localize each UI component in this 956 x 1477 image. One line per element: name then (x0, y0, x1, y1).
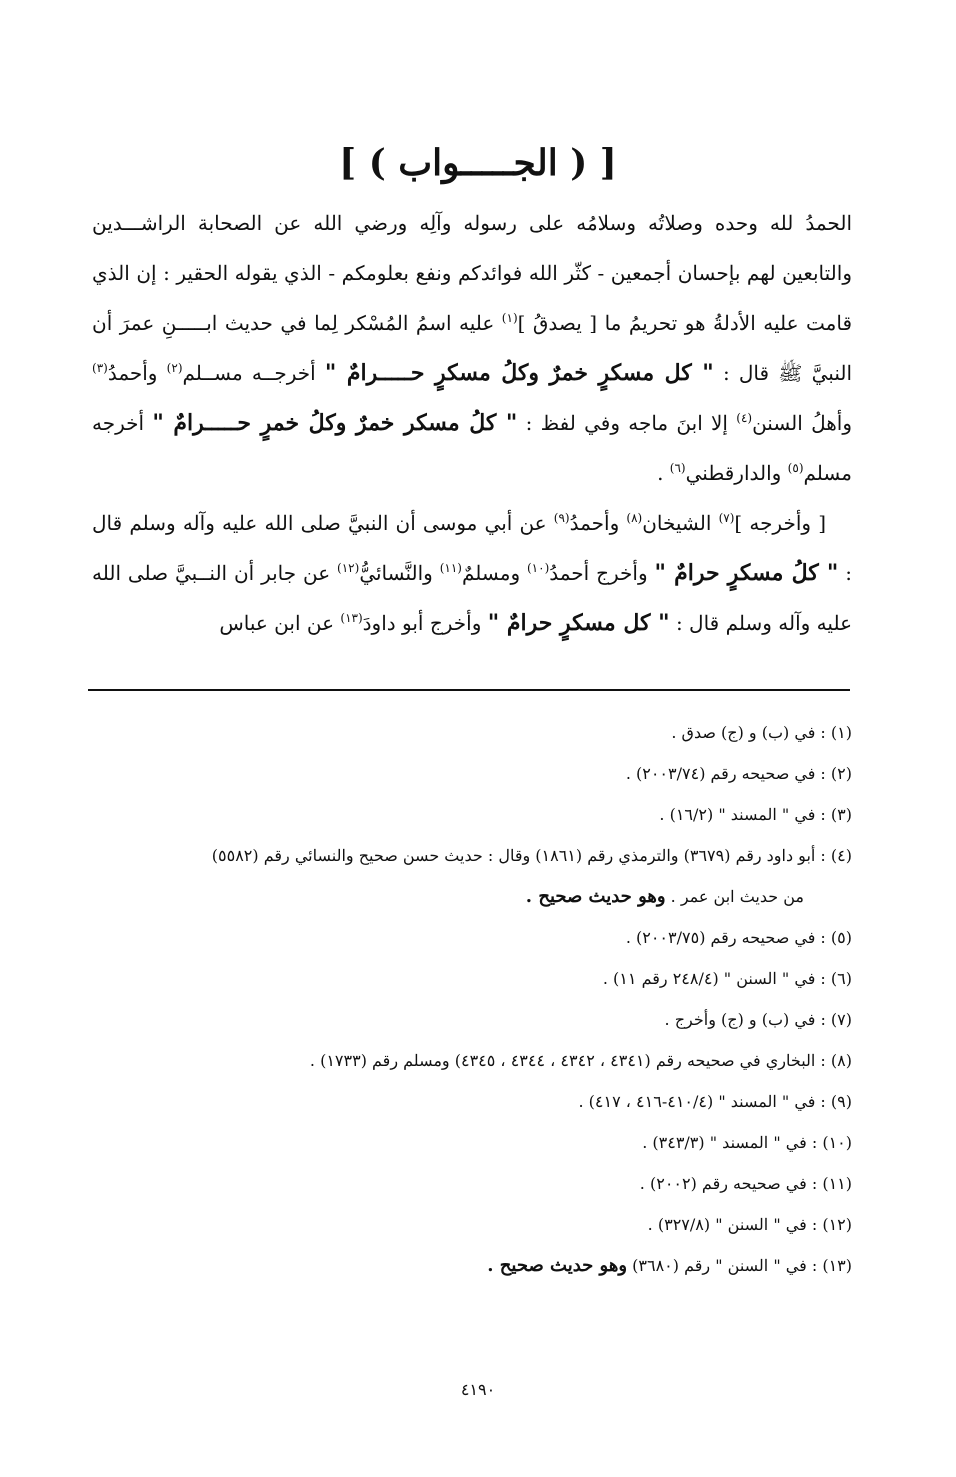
footnote-text: من حديث ابن عمر . (670, 887, 804, 906)
paragraph-1 (92, 198, 852, 498)
footnote-ref-12[interactable]: (١٢) (337, 561, 360, 575)
text-span: أخرجه مسلم (92, 411, 852, 485)
footnote-12: (١٢) : في " السنن " (٣٢٧/٨) . (647, 1215, 852, 1234)
footnote-6: (٦) : في " السنن " (٢٤٨/٤ رقم ١١) . (602, 969, 852, 988)
text-span: عليه اسمُ المُسْكر لِما في حديث ابـــــنِ عمرَ أن النبيَّ ﷺ قال : (92, 311, 853, 385)
hadith-quote: " كل مسكرٍ خمرٌ وكلُ مسكرٍ حـــــرامٌ " (324, 360, 714, 386)
text-span: ومسلمٌ (461, 561, 527, 585)
footnote-text: (١٣) : في " السنن " رقم (٣٦٨٠) (632, 1256, 852, 1275)
footnote-1: (١) : في (ب) و (ج) صدق . (671, 723, 852, 742)
footnote-2: (٢) : في صحيحه رقم (٢٠٠٣/٧٤) . (625, 764, 852, 783)
footnote-4-continuation (72, 876, 852, 917)
footnote-ref-13[interactable]: (١٣) (340, 611, 363, 625)
main-text (92, 198, 852, 648)
hadith-quote: " كلُ مسكر خمرٌ وكلُ خمرٍ حـــــرامٌ " (152, 410, 518, 436)
footnote-10: (١٠) : في " المسند " (٣٤٣/٣) . (642, 1133, 852, 1152)
footnote-ref-6[interactable]: (٦) (669, 461, 686, 475)
page-number: ٤١٩٠ (460, 1380, 496, 1399)
text-span: . (657, 461, 670, 485)
footnote-ref-5[interactable]: (٥) (787, 461, 804, 475)
footnote-3: (٣) : في " المسند " (١٦/٢) . (659, 805, 852, 824)
paragraph-2 (92, 498, 852, 648)
text-span: والنَّسائيُّ (359, 561, 440, 585)
grading-text: وهو حديث صحيح . (525, 886, 666, 907)
text-span: عن ابن عباس (219, 611, 341, 635)
text-span: عن أبي موسى أن النبيَّ صلى الله عليه وآله وسلم قال : (92, 511, 853, 585)
text-span: أخرجــه مســلم (182, 361, 325, 385)
footnote-7: (٧) : في (ب) و (ج) وأخرج . (664, 1010, 852, 1029)
text-span: وأحمدُ (107, 361, 167, 385)
text-span: إلا ابنَ ماجه وفي لفظ : (517, 411, 737, 435)
footnote-ref-2[interactable]: (٢) (166, 361, 183, 375)
footnote-ref-9[interactable]: (٩) (553, 511, 570, 525)
footnote-ref-11[interactable]: (١١) (439, 561, 462, 575)
text-span: وأخرج أبو داودَ (362, 611, 488, 635)
footnote-8: (٨) : البخاري في صحيحه رقم (٤٣٤١ ، ٤٣٤٢ ، ٤٣٤٤ ، ٤٣٤٥) ومسلم رقم (١٧٣٣) . (309, 1051, 852, 1070)
hadith-quote: " كلُ مسكرٍ حرامٌ " (654, 560, 839, 586)
hadith-quote: " كل مسكرٍ حرامٌ " (487, 610, 670, 636)
footnote-ref-4[interactable]: (٤) (736, 411, 753, 425)
footnote-ref-3[interactable]: (٣) (92, 361, 108, 375)
page-title: [ ( الجـــــواب ) ] (339, 142, 617, 184)
footnote-ref-1[interactable]: (١) (501, 311, 518, 325)
text-span: والدارقطني (685, 461, 788, 485)
footnote-divider (88, 689, 850, 691)
text-span: وأهلُ السنن (752, 411, 852, 435)
footnote-4: (٤) : أبو داود رقم (٣٦٧٩) والترمذي رقم (١٨٦١) وقال : حديث حسن صحيح والنسائي رقم (٥٥٨٢) (211, 846, 852, 865)
footnote-9: (٩) : في " المسند " (٤١٠/٤-٤١٦ ، ٤١٧) . (578, 1092, 852, 1111)
footnote-11: (١١) : في صحيحه رقم (٢٠٠٢) . (639, 1174, 852, 1193)
footnote-ref-8[interactable]: (٨) (626, 511, 643, 525)
footnotes (72, 712, 852, 1286)
text-span: وأخرج أحمدُ (549, 561, 655, 585)
footnote-ref-10[interactable]: (١٠) (526, 561, 550, 575)
text-span: وأحمدُ (569, 511, 627, 535)
text-span: عن جابر أن النــبيَّ صلى الله عليه وآله وسلم قال : (92, 561, 852, 635)
footnote-5: (٥) : في صحيحه رقم (٢٠٠٣/٧٥) . (625, 928, 852, 947)
text-span: الشيخان (642, 511, 719, 535)
footnote-ref-7[interactable]: (٧) (718, 511, 735, 525)
text-span: [ وأخرجه ] (734, 511, 826, 535)
grading-text: وهو حديث صحيح . (487, 1255, 628, 1276)
text-span: الحمدُ لله وحده وصلاتُه وسلامُه على رسوله وآلِه ورضي الله عن الصحابة الراشـــدين والتابعين لهم بإحسان أجمعين - كثّر الله فوائدكم ونفع بعلومكم - الذي يقوله الحقير : إن الذي قامت عليه الأدلةُ هو تحريمُ ما [ يصدقُ ] (92, 211, 853, 335)
footnote-13 (72, 1245, 852, 1286)
